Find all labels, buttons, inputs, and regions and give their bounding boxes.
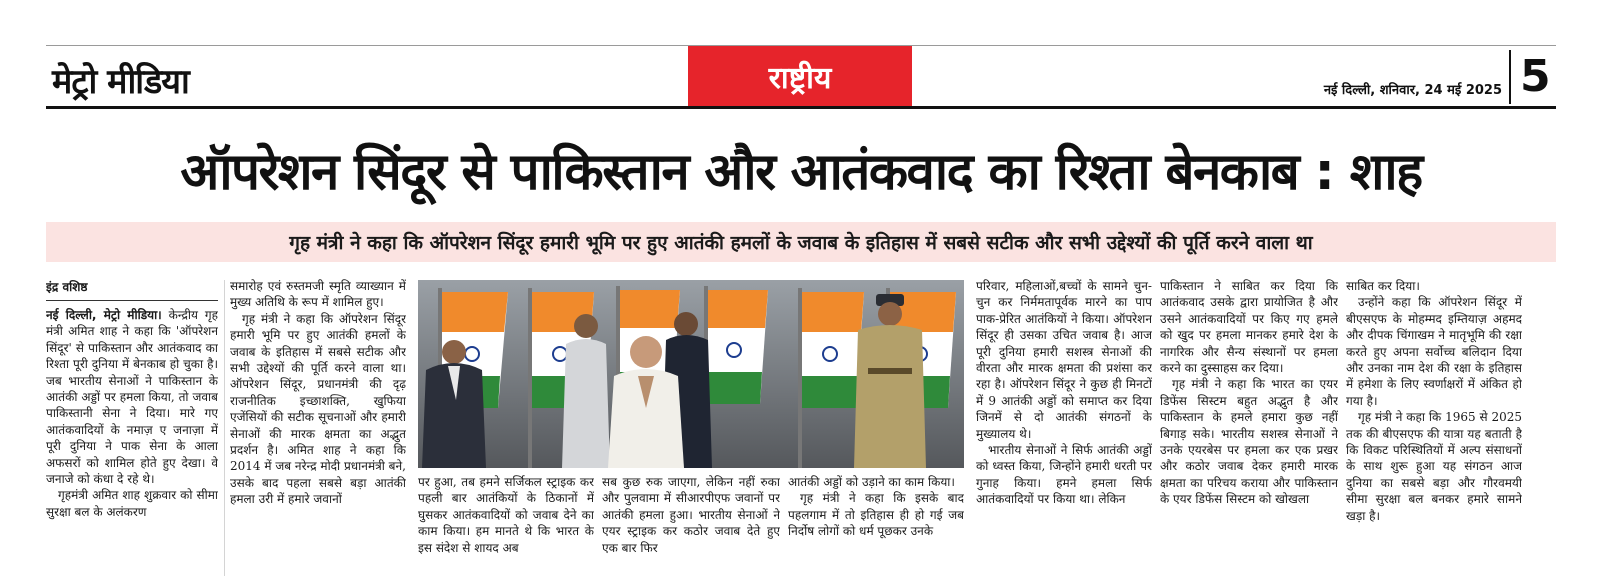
dateline-lead: नई दिल्ली, मेट्रो मीडिया। — [46, 308, 162, 322]
article-column-3 — [418, 474, 594, 580]
article-column-2 — [230, 278, 406, 578]
paragraph: परिवार, महिलाओं,बच्चों के सामने चुन-चुन कर निर्ममतापूर्वक मारने का पाप पाक-प्रेरित आतंकियों ने किया। ऑपरेशन सिंदूर ही उसका उचित जवाब है। आज पूरी दुनिया हमारी सशस्त्र सेनाओं की वीरता और मारक क्षमता की प्रशंसा कर रहा है। ऑपरेशन सिंदूर ने कुछ ही मिनटों में 9 आतंकी अड्डों को समाप्त कर दिया जिनमें से दो आतंकी संगठनों के मुख्यालय थे। — [976, 279, 1152, 441]
page-number-divider — [1509, 50, 1511, 104]
article-column-4 — [602, 474, 780, 580]
dateline: नई दिल्ली, शनिवार, 24 मई 2025 — [1323, 83, 1502, 98]
brand-name: मेट्रो मीडिया — [52, 62, 189, 102]
article-column-1 — [46, 278, 218, 578]
paragraph: गृह मंत्री ने कहा कि भारत का एयर डिफेंस सिस्टम बहुत अद्भुत है और पाकिस्तान के हमले हमारा कुछ नहीं बिगाड़ सके। भारतीय सशस्त्र सेनाओं ने उनके एयरबेस पर हमला कर एक प्रखर और कठोर जवाब देकर हमारी मारक क्षमता का परिचय कराया और पाकिस्तान के एयर डिफेंस सिस्टम को खोखला — [1160, 377, 1338, 507]
paragraph: आतंकी अड्डों को उड़ाने का काम किया। — [788, 475, 955, 489]
article-photo — [418, 280, 964, 468]
paragraph: सब कुछ रुक जाएगा, लेकिन नहीं रुका और पुलवामा में सीआरपीएफ जवानों पर आतंकी हमला हुआ। भारतीय सेनाओं ने एयर स्ट्राइक कर कठोर जवाब देते हुए एक बार फिर — [602, 475, 780, 555]
paragraph: गृहमंत्री अमित शाह शुक्रवार को सीमा सुरक्षा बल के अलंकरण — [46, 488, 218, 519]
deck: गृह मंत्री ने कहा कि ऑपरेशन सिंदूर हमारी भूमि पर हुए आतंकी हमलों के जवाब के इतिहास में सबसे सटीक और सभी उद्देश्यों की पूर्ति करने वाला था — [46, 222, 1556, 262]
paragraph: गृह मंत्री ने कहा कि 1965 से 2025 तक की बीएसएफ की यात्रा यह बताती है कि विकट परिस्थितियों में अल्प संसाधनों के साथ शुरू हुआ यह संगठन आज दुनिया का सबसे बड़ा और गौरवमयी सीमा सुरक्षा बल बनकर हमारे सामने खड़ा है। — [1346, 410, 1522, 523]
article-column-8 — [1346, 278, 1522, 578]
paragraph: गृह मंत्री ने कहा कि इसके बाद पहलगाम में तो इतिहास ही हो गई जब निर्दोष लोगों को धर्म पूछकर उनके — [788, 491, 964, 539]
photo-illustration — [418, 280, 964, 468]
paragraph-text: केन्द्रीय गृह मंत्री अमित शाह ने कहा कि 'ऑपरेशन सिंदूर' से पाकिस्तान और आतंकवाद का रिश्ता पूरी दुनिया में बेनकाब हो चुका है। जब भारतीय सेनाओं ने पाकिस्तान के आतंकी अड्डों पर हमला किया, तो जवाब पाकिस्तानी सेना ने दिया। मारे गए आतंकवादियों के नमाज़ ए जनाज़ा में पूरी दुनिया ने पाक सेना के आला अफसरों को शामिल होते हुए देखा। वे जनाजे को कंधा दे रहे थे। — [46, 308, 218, 487]
paragraph: साबित कर दिया। — [1346, 279, 1420, 293]
paragraph: उन्होंने कहा कि ऑपरेशन सिंदूर में बीएसएफ के मोहम्मद इम्तियाज़ अहमद और दीपक चिंगाखम ने मातृभूमि की रक्षा करते हुए अपना सर्वोच्च बलिदान दिया और उनका नाम देश की रक्षा के इतिहास में हमेशा के लिए स्वर्णाक्षरों में अंकित हो गया है। — [1346, 295, 1522, 408]
byline: इंद्र वशिष्ठ — [46, 280, 88, 294]
article-column-5 — [788, 474, 964, 580]
paragraph — [46, 307, 218, 487]
paragraph: गृह मंत्री ने कहा कि ऑपरेशन सिंदूर हमारी भूमि पर हुए आतंकी हमलों के जवाब के इतिहास में सबसे सटीक और सभी उद्देश्यों की पूर्ति करने वाला था। ऑपरेशन सिंदूर, प्रधानमंत्री की दृढ़ राजनीतिक इच्छाशक्ति, खुफिया एजेंसियों की सटीक सूचनाओं और हमारी सेनाओं की मारक क्षमता का अद्भुत प्रदर्शन है। अमित शाह ने कहा कि 2014 में जब नरेन्द्र मोदी प्रधानमंत्री बने, उसके बाद पहला सबसे बड़ा आतंकी हमला उरी में हमारे जवानों — [230, 311, 406, 507]
headline: ऑपरेशन सिंदूर से पाकिस्तान और आतंकवाद का रिश्ता बेनकाब : शाह — [180, 143, 1422, 202]
article-column-7 — [1160, 278, 1338, 578]
byline-rule — [46, 300, 218, 301]
paragraph: समारोह एवं रुस्तमजी स्मृति व्याख्यान में मुख्य अतिथि के रूप में शामिल हुए। — [230, 279, 406, 310]
column-separator — [224, 280, 225, 576]
article-column-6 — [976, 278, 1152, 578]
paragraph: भारतीय सेनाओं ने सिर्फ आतंकी अड्डों को ध्वस्त किया, जिन्होंने हमारी धरती पर गुनाह किया। हमने हमला सिर्फ आतंकवादियों पर किया था। लेकिन — [976, 443, 1152, 507]
paragraph: पाकिस्तान ने साबित कर दिया कि आतंकवाद उसके द्वारा प्रायोजित है और उसने आतंकवादियों पर किए गए हमले को खुद पर हमला मानकर हमारे देश के नागरिक और सैन्य संस्थानों पर हमला करने का दुस्साहस कर दिया। — [1160, 279, 1338, 376]
section-label: राष्ट्रीय — [688, 46, 912, 106]
masthead-rule — [46, 106, 1556, 109]
page-number: 5 — [1520, 51, 1551, 102]
paragraph: पर हुआ, तब हमने सर्जिकल स्ट्राइक कर पहली बार आतंकियों के ठिकानों में घुसकर आतंकवादियों को जवाब देने का काम किया। हम मानते थे कि भारत के इस संदेश से शायद अब — [418, 475, 594, 555]
